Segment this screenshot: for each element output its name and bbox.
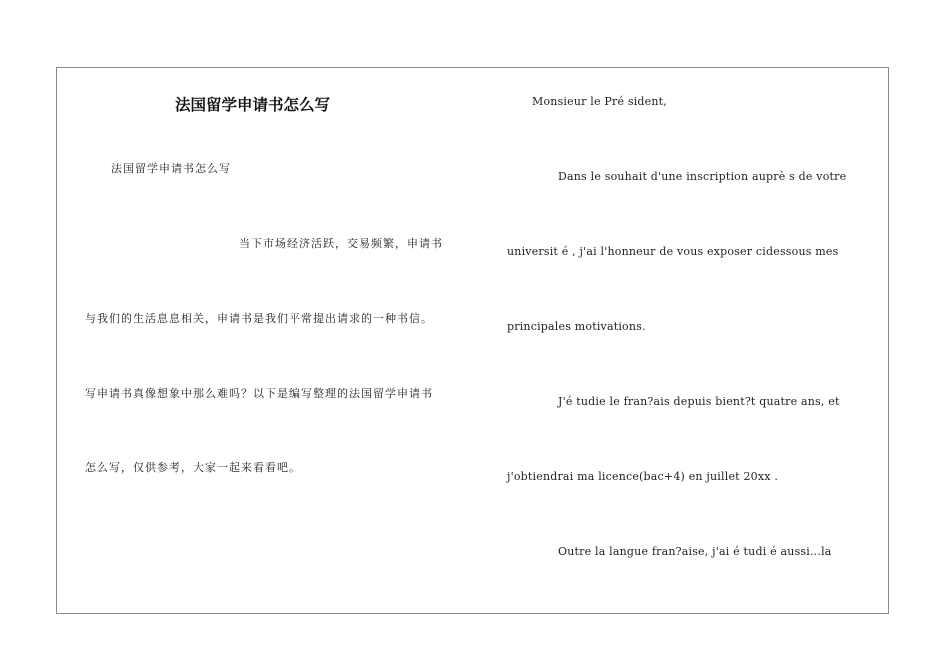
subtitle-line: 法国留学申请书怎么写 xyxy=(111,162,231,175)
paragraph-line-1: 当下市场经济活跃，交易频繁，申请书 xyxy=(239,237,443,250)
letter-line-6: Outre la langue fran?aise, j'ai é tudi é aussi...la xyxy=(558,545,832,558)
salutation-line: Monsieur le Pré sident, xyxy=(532,95,667,108)
paragraph-line-3: 写申请书真像想象中那么难吗？以下是编写整理的法国留学申请书 xyxy=(85,387,433,400)
letter-line-2: universit é , j'ai l'honneur de vous exposer cidessous mes xyxy=(507,245,839,258)
document-page xyxy=(56,67,889,614)
left-column xyxy=(57,68,477,613)
right-column xyxy=(507,68,890,613)
letter-line-3: principales motivations. xyxy=(507,320,646,333)
letter-line-4: J'é tudie le fran?ais depuis bient?t quatre ans, et xyxy=(558,395,840,408)
document-title: 法国留学申请书怎么写 xyxy=(175,96,331,114)
paragraph-line-4: 怎么写，仅供参考，大家一起来看看吧。 xyxy=(85,461,301,474)
letter-line-5: j'obtiendrai ma licence(bac+4) en juillet 20xx . xyxy=(507,470,779,483)
letter-line-1: Dans le souhait d'une inscription auprè s de votre xyxy=(558,170,847,183)
paragraph-line-2: 与我们的生活息息相关，申请书是我们平常提出请求的一种书信。 xyxy=(85,312,433,325)
